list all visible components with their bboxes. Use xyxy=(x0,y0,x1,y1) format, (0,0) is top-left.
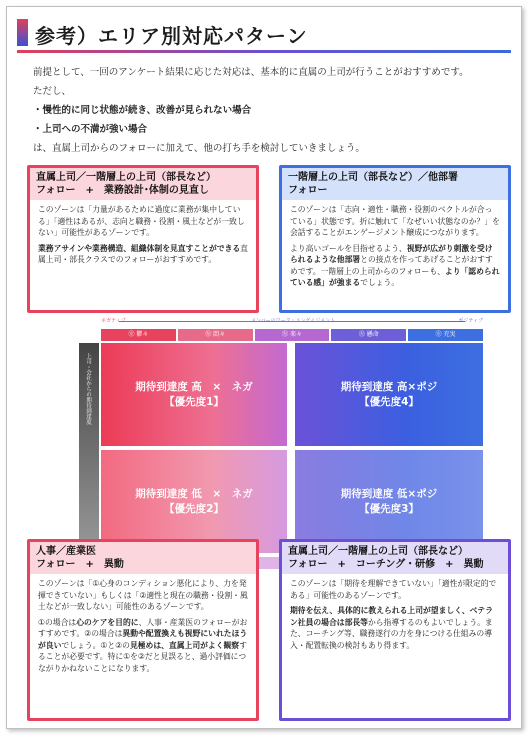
quadrant-high-positive xyxy=(295,343,483,446)
quadrant-high-negative-label: 期待到達度 高 × ネガ xyxy=(135,380,253,393)
box-priority-2-owner: 人事／産業医 xyxy=(36,546,96,557)
quadrant-high-negative-priority: 【優先度1】 xyxy=(164,395,224,408)
engagement-axis xyxy=(101,317,483,327)
box-priority-4-reco-bold2: より「認められている感」が強まる xyxy=(290,266,500,287)
title-underline xyxy=(17,50,511,53)
intro-text xyxy=(33,63,503,158)
box-priority-2-reco-bold3: 見極めは、直属上司がよく観察 xyxy=(129,640,240,650)
page xyxy=(6,6,522,729)
axis-positive-label: ポジティブ xyxy=(458,318,483,324)
box-priority-1-action: フォロー + 業務設計･体制の見直し xyxy=(36,185,209,196)
axis-title: メンバーのワーク・エンゲイジメント xyxy=(251,318,336,324)
box-priority-1-header xyxy=(30,168,256,200)
box-priority-1-reco-bold: 業務アサインや業務構造、組織体制を見直すことができる xyxy=(38,243,241,253)
page-title: 参考）エリア別対応パターン xyxy=(35,24,308,48)
box-priority-2 xyxy=(27,539,259,721)
box-priority-1-owner: 直属上司／一階層上の上司（部長など） xyxy=(36,172,216,183)
box-priority-3-body xyxy=(282,574,508,659)
box-priority-3-owner: 直属上司／一階層上の上司（部長など） xyxy=(288,546,468,557)
box-priority-2-reco-d: することが必要です。特に①を②だと見誤ると、過小評価につながりかねないことになります。 xyxy=(38,640,247,673)
box-priority-3-reco-bold: 期待を伝え、具体的に教えられる上司が望ましく、ベテラン社員の場合は部長等 xyxy=(290,606,494,627)
box-priority-4-action: フォロー xyxy=(288,185,328,196)
box-priority-4-header xyxy=(282,168,508,200)
box-priority-3-reco xyxy=(290,605,500,651)
quadrant-low-negative-priority: 【優先度2】 xyxy=(164,502,224,515)
box-priority-3-reco-rest: から指導するのもよいでしょう。また、コーチング等、職務遂行の力を身につける仕組みの導入・配置転換の検討もあり得ます。 xyxy=(290,617,493,650)
expectation-axis xyxy=(79,343,99,553)
box-priority-3 xyxy=(279,539,511,721)
box-priority-2-reco-bold1: 心のケアを目的に xyxy=(76,617,139,627)
intro-bullet-2: ・上司への不満が強い場合 xyxy=(33,124,148,135)
box-priority-4 xyxy=(279,165,511,313)
category-1: ㊧ 鬱々 xyxy=(101,329,176,341)
box-priority-2-reco-a: ①の場合は xyxy=(38,617,77,627)
quadrant-high-positive-priority: 【優先度4】 xyxy=(359,395,419,408)
quadrant-high-positive-label: 期待到達度 高×ポジ xyxy=(340,380,438,393)
expectation-axis-label: 上司・会社からの期待到達度 xyxy=(85,353,91,425)
intro-line-3: は、直属上司からのフォローに加えて、他の打ち手を検討していきましょう。 xyxy=(33,143,365,154)
box-priority-2-action: フォロー + 異動 xyxy=(36,559,124,570)
category-3: ㊧ 楽々 xyxy=(255,329,330,341)
category-row xyxy=(101,329,483,341)
box-priority-1-body xyxy=(30,200,256,274)
box-priority-3-desc: このゾーンは「期待を理解できていない」「適性が限定的である」可能性のあるゾーンです。 xyxy=(290,579,497,600)
box-priority-1-reco xyxy=(38,243,248,266)
intro-line-2: ただし、 xyxy=(33,86,72,97)
intro-bullet-1: ・慢性的に同じ状態が続き、改善が見られない場合 xyxy=(33,105,252,116)
box-priority-2-body xyxy=(30,574,256,682)
engagement-matrix xyxy=(79,317,483,553)
box-priority-4-owner: 一階層上の上司（部長など）／他部署 xyxy=(288,172,458,183)
title-bar xyxy=(17,17,511,49)
box-priority-4-reco-bold1: 視野が広がり刺激を受けられるような他部署 xyxy=(290,243,493,264)
box-priority-4-reco-c: でしょう。 xyxy=(360,278,400,287)
box-priority-2-reco-b: 、人事・産業医のフォローがおすすめです。②の場合は xyxy=(38,617,248,638)
quadrant-low-negative xyxy=(101,450,287,553)
category-5: ㊧ 充実 xyxy=(408,329,483,341)
box-priority-2-desc: このゾーンは「①心身のコンディション悪化により、力を発揮できていない」もしくは「②適性と現在の職務・役割・風土などが一致しない」可能性のあるゾーンです。 xyxy=(38,579,248,611)
box-priority-3-action: フォロー + コーチング・研修 + 異動 xyxy=(288,559,484,570)
quadrant-low-positive xyxy=(295,450,483,553)
category-2: ㊧ 悶々 xyxy=(178,329,253,341)
box-priority-1 xyxy=(27,165,259,313)
box-priority-2-reco-bold2: 異動や配置換えも視野にいれたほうが良い xyxy=(38,629,248,650)
box-priority-2-reco-c: でしょう。①と②の xyxy=(61,640,130,650)
intro-line-1: 前提として、一回のアンケート結果に応じた対応は、基本的に直属の上司が行うことがおすすめです。 xyxy=(33,67,469,78)
box-priority-4-desc: このゾーンは「志向・適性・職務・役割のベクトルが合っている」状態です。折に触れて「なぜいい状態なのか？」を会話することがエンゲージメント醸成につながります。 xyxy=(290,205,500,237)
quadrant-low-negative-label: 期待到達度 低 × ネガ xyxy=(135,487,253,500)
box-priority-3-header xyxy=(282,542,508,574)
box-priority-4-reco-a: より高いゴールを目指せるよう、 xyxy=(290,243,407,253)
box-priority-2-reco xyxy=(38,617,248,675)
quadrant-low-positive-label: 期待到達度 低×ポジ xyxy=(340,487,438,500)
quadrant-low-positive-priority: 【優先度3】 xyxy=(359,502,419,515)
box-priority-4-body xyxy=(282,200,508,297)
box-priority-4-reco-b: との接点を作ってあげることがおすすめです。一階層上の上司からのフォローも、 xyxy=(290,255,493,276)
box-priority-1-desc: このゾーンは「力量があるために過度に業務が集中している」「適性はあるが、志向と職務・役割・風土などが一致しない」可能性があるゾーンです。 xyxy=(38,205,245,237)
category-4: ㊧ 懸命 xyxy=(331,329,406,341)
title-accent xyxy=(17,19,28,46)
box-priority-1-reco-rest: 直属上司・部長クラスでのフォローがおすすめです。 xyxy=(38,243,248,264)
quadrant-high-negative xyxy=(101,343,287,446)
matrix-grid xyxy=(101,343,483,553)
axis-negative-label: ネガティブ xyxy=(101,318,126,324)
box-priority-2-header xyxy=(30,542,256,574)
box-priority-4-reco xyxy=(290,243,500,289)
